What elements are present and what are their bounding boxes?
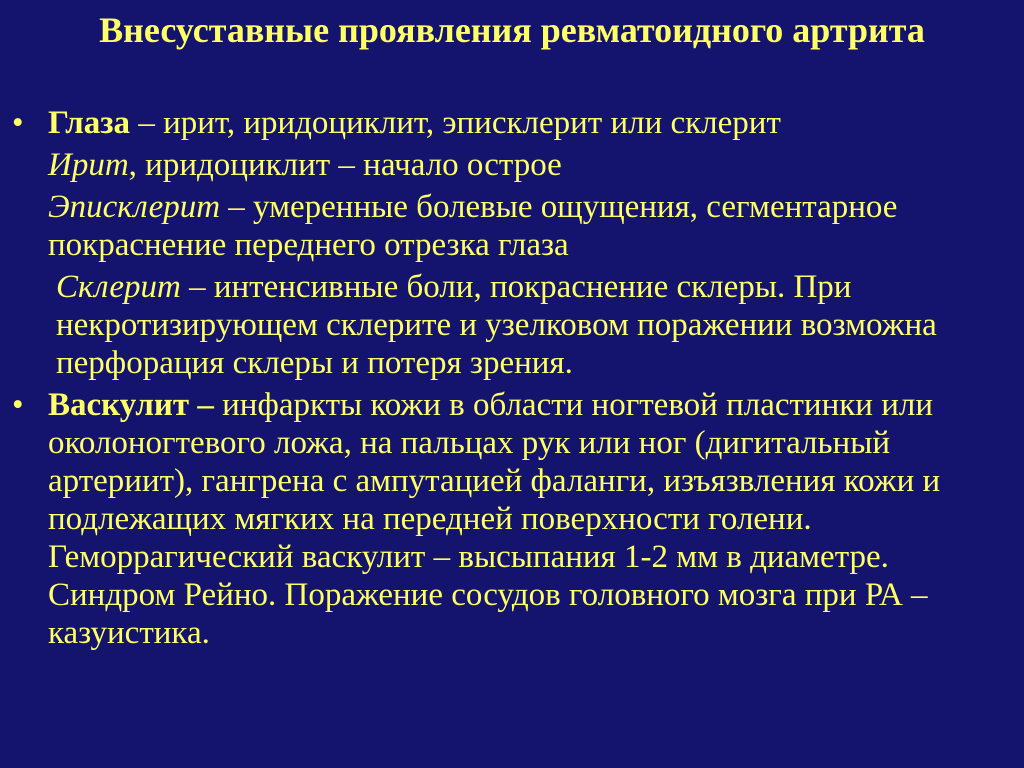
bullet-item-eyes — [12, 104, 1016, 382]
episcleritis-text: – умеренные болевые ощущения, сегментарное покраснение переднего отрезка глаза — [48, 189, 898, 263]
slide-title: Внесуставные проявления ревматоидного артрита — [99, 10, 925, 50]
scleritis-term: Склерит — [56, 269, 181, 305]
episcleritis-term: Эписклерит — [48, 189, 221, 225]
scleritis-text: – интенсивные боли, покраснение склеры. При некротизирующем склерите и узелковом поражении возможна перфорация склеры и потеря зрения. — [56, 269, 937, 381]
vasculitis-heading: Васкулит – — [48, 387, 214, 423]
bullet-item-vasculitis — [12, 386, 1016, 652]
irit-text: , иридоциклит – начало острое — [128, 147, 562, 183]
slide-body — [12, 104, 1016, 652]
eyes-heading-rest: – ирит, иридоциклит, эписклерит или склерит — [130, 105, 781, 141]
irit-paragraph — [48, 146, 1016, 184]
vasculitis-paragraph — [48, 386, 1016, 652]
scleritis-paragraph — [48, 268, 1016, 382]
vasculitis-text: инфаркты кожи в области ногтевой пластинки или околоногтевого ложа, на пальцах рук или ног (дигитальный артериит), гангрена с ампутацией фаланги, изъязвления кожи и подлежащих мягких на передней поверхности голени. Геморрагический васкулит – высыпания 1-2 мм в диаметре. Синдром Рейно. Поражение сосудов головного мозга при РА – казуистика. — [48, 387, 941, 651]
eyes-intro — [48, 104, 1016, 142]
eyes-heading: Глаза — [48, 105, 131, 141]
bullet-icon: • — [12, 387, 24, 423]
episcleritis-paragraph — [48, 188, 1016, 264]
bullet-icon: • — [12, 105, 24, 141]
irit-term: Ирит — [48, 147, 129, 183]
